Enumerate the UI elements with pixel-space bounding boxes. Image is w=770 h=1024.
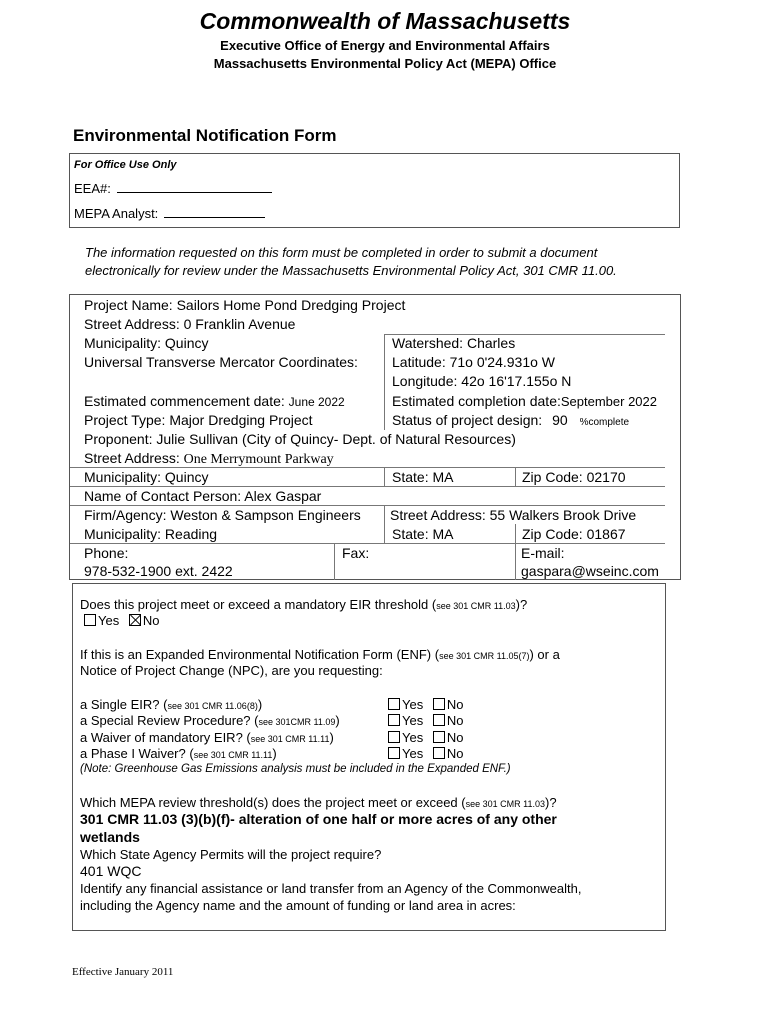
project-street: Street Address: 0 Franklin Avenue [84, 316, 296, 332]
financial-question-line1: Identify any financial assistance or land transfer from an Agency of the Commonwealth, [80, 881, 582, 896]
eir-yes-no [84, 613, 159, 628]
office-use-heading: For Office Use Only [74, 159, 177, 171]
status-label: Status of project design: [392, 412, 543, 428]
completion-date [392, 393, 657, 409]
enf-line1-end: ) or a [529, 647, 560, 662]
single-eir-ref: see 301 CMR 11.06(8) [167, 701, 258, 711]
single-eir-question [80, 697, 262, 712]
phase1-text: a Phase I Waiver? ( [80, 746, 194, 761]
no-label: No [446, 697, 464, 712]
eir-yes-checkbox[interactable] [84, 614, 96, 626]
eir-question-end: )? [515, 597, 528, 612]
threshold-ref: see 301 CMR 11.03 [465, 799, 545, 809]
special-review-no-checkbox[interactable] [433, 714, 445, 726]
phase1-yes-checkbox[interactable] [388, 747, 400, 759]
proponent-zip: Zip Code: 02170 [522, 469, 626, 485]
special-review-options [388, 713, 463, 728]
proponent-street [84, 450, 334, 468]
project-municipality: Municipality: Quincy [84, 335, 209, 351]
divider [70, 543, 665, 544]
enf-ref: see 301 CMR 11.05(7) [439, 651, 530, 661]
permits-answer: 401 WQC [80, 863, 142, 879]
eir-no-checkbox[interactable] [129, 614, 141, 626]
firm-zip: Zip Code: 01867 [522, 526, 626, 542]
eea-underline [117, 180, 272, 193]
no-label: No [446, 746, 464, 761]
proponent: Proponent: Julie Sullivan (City of Quincy- Dept. of Natural Resources) [84, 431, 516, 447]
analyst-underline [164, 205, 265, 218]
proponent-street-value: One Merrymount Parkway [183, 452, 334, 467]
phone-label: Phone: [84, 545, 129, 561]
phone-value: 978-532-1900 ext. 2422 [84, 563, 233, 579]
financial-question-line2: including the Agency name and the amount of funding or land area in acres: [80, 898, 516, 913]
special-review-text: a Special Review Procedure? ( [80, 713, 259, 728]
commencement-label: Estimated commencement date: [84, 393, 285, 409]
close-paren: ) [329, 730, 334, 745]
phase1-ref: see 301 CMR 11.11 [193, 750, 273, 760]
firm-street: Street Address: 55 Walkers Brook Drive [390, 507, 637, 523]
enf-question-line2: Notice of Project Change (NPC), are you requesting: [80, 663, 383, 678]
waiver-question [80, 730, 334, 745]
permits-question: Which State Agency Permits will the project require? [80, 847, 382, 862]
ghg-note: (Note: Greenhouse Gas Emissions analysis must be included in the Expanded ENF.) [80, 763, 511, 775]
utm-label: Universal Transverse Mercator Coordinates: [84, 354, 358, 370]
proponent-municipality: Municipality: Quincy [84, 469, 209, 485]
no-label: No [446, 713, 464, 728]
special-review-question [80, 713, 340, 728]
office-subtitle: Executive Office of Energy and Environmental Affairs [220, 38, 550, 53]
phase1-options [388, 746, 463, 761]
completion-label: Estimated completion date: [392, 393, 561, 409]
email-label: E-mail: [521, 545, 565, 561]
divider [515, 524, 516, 580]
analyst-label: MEPA Analyst: [74, 206, 159, 221]
enf-line1-text: If this is an Expanded Environmental Notification Form (ENF) ( [80, 647, 440, 662]
divider [384, 467, 385, 486]
email-value: gaspara@wseinc.com [521, 563, 659, 579]
completion-value: September 2022 [560, 394, 657, 409]
proponent-state: State: MA [392, 469, 454, 485]
eir-no-label: No [142, 613, 160, 628]
phase1-no-checkbox[interactable] [433, 747, 445, 759]
divider [384, 334, 385, 430]
divider [70, 505, 665, 506]
waiver-no-checkbox[interactable] [433, 731, 445, 743]
eir-ref: see 301 CMR 11.03 [436, 601, 516, 611]
eir-yes-label: Yes [98, 613, 120, 628]
project-type: Project Type: Major Dredging Project [84, 412, 313, 428]
project-name: Project Name: Sailors Home Pond Dredging Project [84, 297, 406, 313]
close-paren: ) [257, 697, 263, 712]
single-eir-no-checkbox[interactable] [433, 698, 445, 710]
firm-municipality: Municipality: Reading [84, 526, 218, 542]
commencement-date [84, 393, 345, 409]
close-paren: ) [272, 746, 277, 761]
eir-question-text: Does this project meet or exceed a mandatory EIR threshold ( [80, 597, 437, 612]
special-review-ref: see 301CMR 11.09 [258, 717, 336, 727]
threshold-answer-line1: 301 CMR 11.03 (3)(b)(f)- alteration of one half or more acres of any other [80, 811, 557, 827]
phase1-question [80, 746, 277, 761]
threshold-text: Which MEPA review threshold(s) does the project meet or exceed ( [80, 795, 466, 810]
divider [515, 467, 516, 486]
fax-label: Fax: [342, 545, 370, 561]
intro-text: The information requested on this form must be completed in order to submit a document electronically for review under the Massachusetts Environmental Policy Act, 301 CMR 11.00. [85, 245, 617, 278]
status-value: 90 [552, 412, 568, 428]
threshold-end: )? [544, 795, 557, 810]
special-review-yes-checkbox[interactable] [388, 714, 400, 726]
single-eir-options [388, 697, 463, 712]
firm-state: State: MA [392, 526, 454, 542]
proponent-street-label: Street Address: [84, 450, 180, 466]
enf-question-line1 [80, 647, 560, 662]
longitude: Longitude: 42o 16'17.155o N [392, 373, 572, 389]
yes-label: Yes [402, 746, 424, 761]
waiver-options [388, 730, 463, 745]
no-label: No [446, 730, 464, 745]
mepa-analyst-field[interactable] [74, 205, 265, 221]
yes-label: Yes [402, 730, 424, 745]
yes-label: Yes [402, 713, 424, 728]
waiver-text: a Waiver of mandatory EIR? ( [80, 730, 251, 745]
yes-label: Yes [402, 697, 424, 712]
status-suffix: %complete [579, 417, 630, 428]
threshold-question [80, 795, 557, 810]
divider [384, 505, 385, 543]
latitude: Latitude: 71o 0'24.931o W [392, 354, 556, 370]
firm-agency: Firm/Agency: Weston & Sampson Engineers [84, 507, 361, 523]
waiver-ref: see 301 CMR 11.11 [250, 734, 330, 744]
project-watershed: Watershed: Charles [392, 335, 516, 351]
document-title: Commonwealth of Massachusetts [199, 8, 571, 34]
commencement-value: June 2022 [288, 395, 345, 409]
close-paren: ) [335, 713, 340, 728]
divider [334, 543, 335, 580]
form-title: Environmental Notification Form [73, 126, 337, 145]
mepa-subtitle: Massachusetts Environmental Policy Act (MEPA) Office [213, 56, 557, 71]
eir-threshold-question [80, 597, 527, 612]
threshold-answer-line2: wetlands [80, 829, 140, 845]
contact-person: Name of Contact Person: Alex Gaspar [84, 488, 322, 504]
single-eir-yes-checkbox[interactable] [388, 698, 400, 710]
design-status [392, 412, 629, 428]
divider [70, 486, 665, 487]
waiver-yes-checkbox[interactable] [388, 731, 400, 743]
single-eir-text: a Single EIR? ( [80, 697, 168, 712]
footer-effective-date: Effective January 2011 [72, 966, 174, 978]
eea-label: EEA#: [74, 181, 111, 196]
eea-number-field[interactable] [74, 180, 272, 196]
